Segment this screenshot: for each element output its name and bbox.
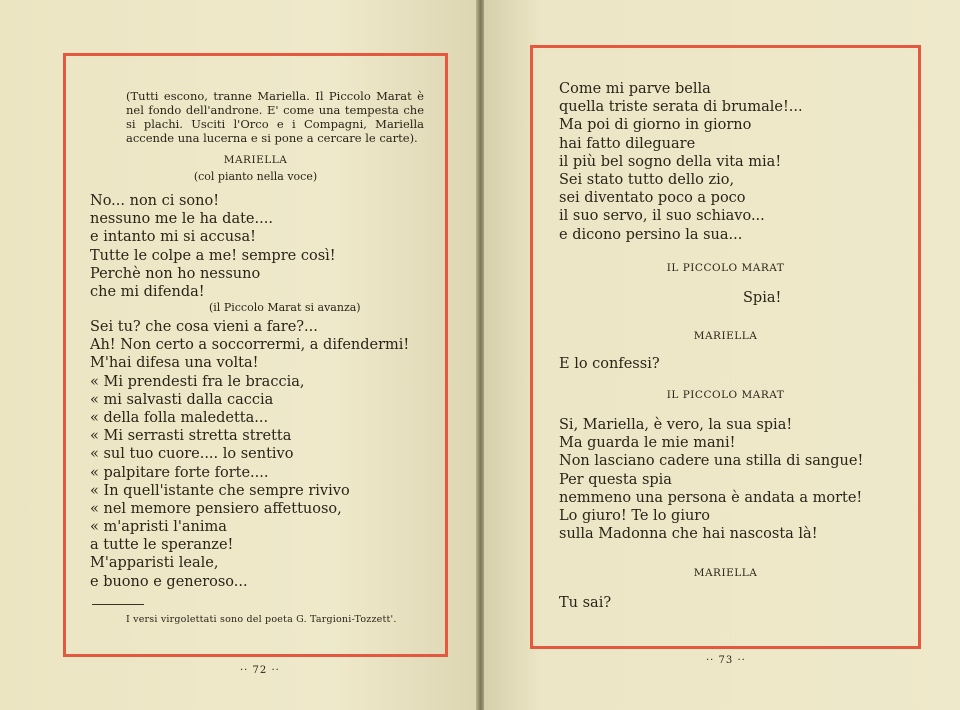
right-verse-block-1 <box>559 80 803 244</box>
left-verse-block-1 <box>90 192 336 301</box>
verse-line: a tutte le speranze! <box>90 537 234 554</box>
verse-line: « mi salvasti dalla caccia <box>90 391 274 408</box>
left-page-frame <box>63 53 448 657</box>
verse-line: il più bel sogno della vita mia! <box>559 153 782 170</box>
footnote-rule <box>92 604 144 605</box>
right-page-frame <box>530 45 921 649</box>
verse-line: « Mi serrasti stretta stretta <box>90 428 292 445</box>
speaker-mariella-3: MARIELLA <box>693 567 758 579</box>
verse-line: Tutte le colpe a me! sempre così! <box>90 247 336 264</box>
speaker-mariella-2: MARIELLA <box>693 330 758 342</box>
right-verse-block-2 <box>559 416 863 543</box>
footnote: I versi virgolettati sono del poeta G. Targioni-Tozzett'. <box>126 614 397 625</box>
verse-line: il suo servo, il suo schiavo... <box>559 208 765 225</box>
verse-line: e dicono persino la sua... <box>559 226 743 243</box>
verse-line: « m'apristi l'anima <box>90 519 227 536</box>
verse-line: « sul tuo cuore.... lo sentivo <box>90 446 294 463</box>
verse-line: « nel memore pensiero affettuoso, <box>90 500 342 517</box>
verse-line: No... non ci sono! <box>90 193 220 209</box>
verse-line: Ah! Non certo a soccorrermi, a difendermi! <box>90 337 410 354</box>
speaker-piccolo-marat-2: IL PICCOLO MARAT <box>666 389 785 401</box>
verse-line: Ma guarda le mie mani! <box>559 435 736 452</box>
right-page <box>484 0 960 710</box>
verse-line: « della folla maledetta... <box>90 409 269 426</box>
verse-line: Come mi parve bella <box>559 81 711 97</box>
verse-line: nessuno me le ha date.... <box>90 211 273 228</box>
verse-line: sei diventato poco a poco <box>559 190 746 207</box>
stage-aside: (il Piccolo Marat si avanza) <box>209 301 361 314</box>
verse-line: « In quell'istante che sempre rivivo <box>90 482 350 499</box>
page-number-right: ·· 73 ·· <box>706 655 746 666</box>
verse-line: quella triste serata di brumale!... <box>559 99 803 116</box>
verse-line: Sei tu? che cosa vieni a fare?... <box>90 319 318 335</box>
verse-line: nemmeno una persona è andata a morte! <box>559 489 863 506</box>
left-page <box>0 0 478 710</box>
left-verse-block-2 <box>90 318 409 591</box>
verse-line: Lo giuro! Te lo giuro <box>559 507 710 524</box>
verse-line: Si, Mariella, è vero, la sua spia! <box>559 417 793 433</box>
verse-line: hai fatto dileguare <box>559 135 696 152</box>
verse-line: M'apparisti leale, <box>90 555 219 572</box>
verse-line: e buono e generoso... <box>90 573 248 590</box>
line-spia: Spia! <box>743 290 782 306</box>
line-tu-sai: Tu sai? <box>559 595 612 611</box>
verse-line: e intanto mi si accusa! <box>90 229 256 246</box>
speaker-mariella: MARIELLA <box>223 154 288 166</box>
speaker-piccolo-marat-1: IL PICCOLO MARAT <box>666 262 785 274</box>
verse-line: Per questa spia <box>559 471 672 488</box>
verse-line: Ma poi di giorno in giorno <box>559 117 752 134</box>
verse-line: M'hai difesa una volta! <box>90 355 259 372</box>
verse-line: Perchè non ho nessuno <box>90 265 261 282</box>
speaker-note: (col pianto nella voce) <box>193 170 318 183</box>
verse-line: che mi difenda! <box>90 283 205 300</box>
verse-line: sulla Madonna che hai nascosta là! <box>559 526 818 543</box>
verse-line: Sei stato tutto dello zio, <box>559 171 735 188</box>
verse-line: « Mi prendesti fra le braccia, <box>90 373 305 390</box>
page-number-left: ·· 72 ·· <box>240 665 280 676</box>
verse-line: Non lasciano cadere una stilla di sangue! <box>559 453 864 470</box>
verse-line: « palpitare forte forte.... <box>90 464 269 481</box>
line-confessi: E lo confessi? <box>559 356 660 372</box>
stage-direction: (Tutti escono, tranne Mariella. Il Piccolo Marat è nel fondo dell'androne. E' come una tempesta che si plachi. Usciti l'Orco e i Compagni, Mariella accende una lucerna e si pone a cercare le carte). <box>126 89 424 145</box>
